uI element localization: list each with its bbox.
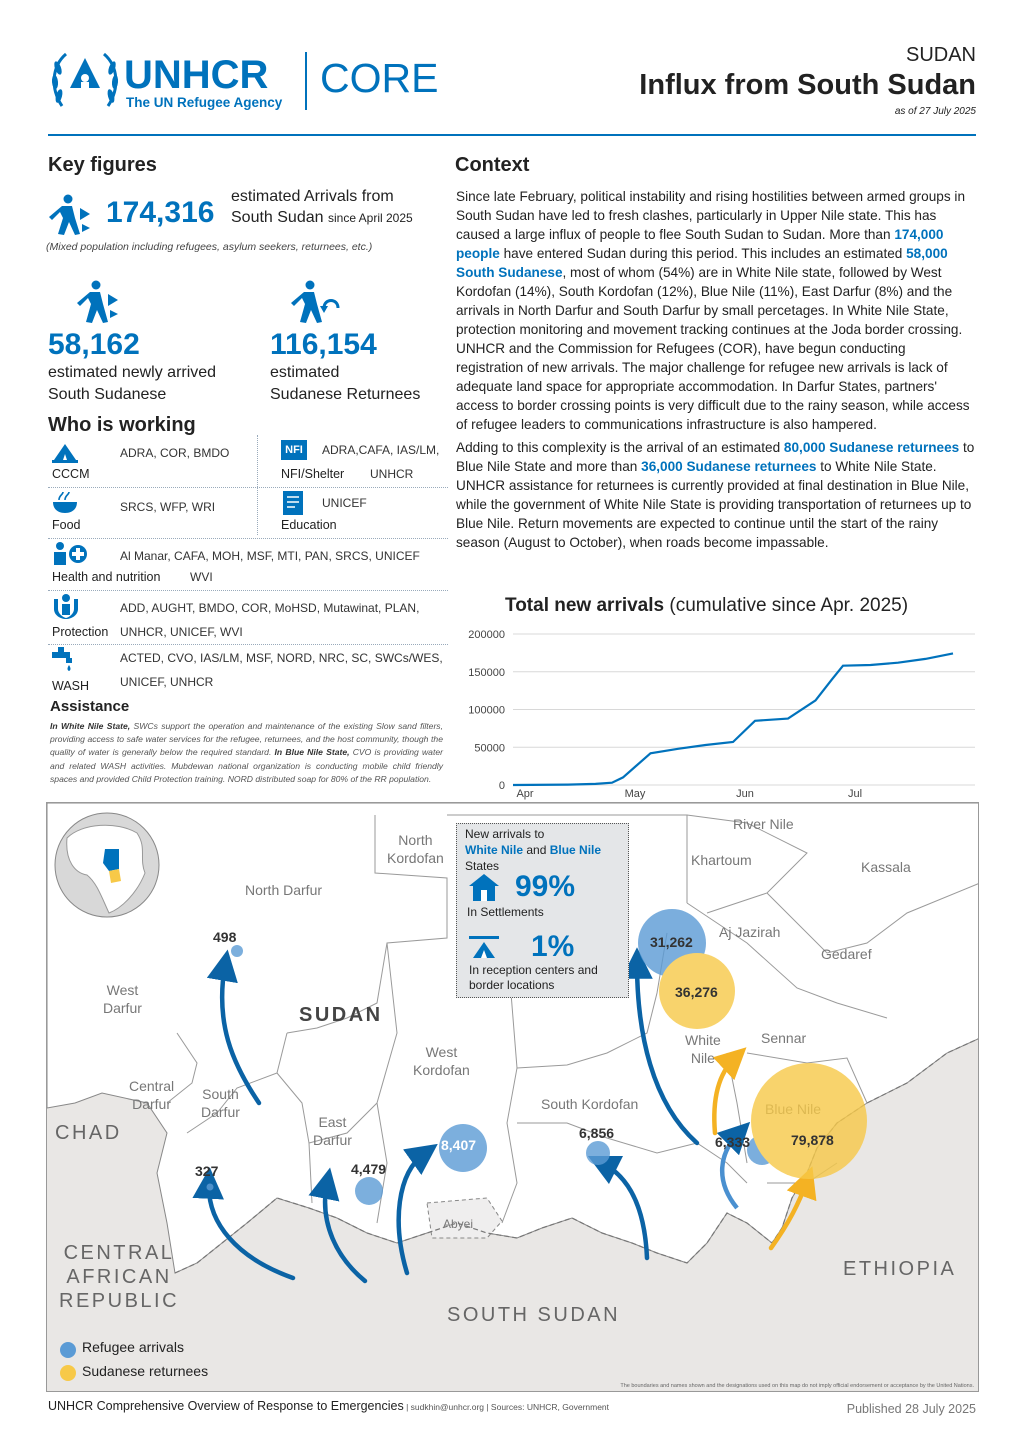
map-label-east-darfur-1: East [318,1114,347,1130]
map-label-sennar: Sennar [761,1030,807,1046]
map-label-car-1: CENTRAL [63,1242,175,1264]
divider [48,487,448,488]
total-arrivals-note: (Mixed population including refugees, asylum seekers, returnees, etc.) [46,241,373,253]
context-text-run: to White Nile State. UNHCR assistance for returnees is currently provided at final destination in Blue Nile, while the government of White Nile State is providing transportation of returnees up to Blue Nile. Return movements are expected to continue until the start of the rainy season (August to October), when roads become impassable. [456,459,972,550]
map-label-sudan: SUDAN [299,1004,383,1026]
inset-title-and: and [523,843,550,857]
context-highlight: 174,000 people [456,227,944,261]
value-white-nile-returnee: 36,276 [675,984,718,1000]
protection-icon [52,593,80,619]
map-label-aj-jazirah: Aj Jazirah [719,924,781,940]
map-label-north-kordofan-2: Kordofan [387,850,444,866]
returnees-value: 116,154 [270,328,377,361]
inset-settlement-label: In Settlements [467,905,544,919]
product-name: CORE [320,55,439,101]
sector-nfi-partners-1: ADRA,CAFA, IAS/LM, [322,443,440,457]
map-label-river-nile: River Nile [733,816,794,832]
total-arrivals-since: since April 2025 [327,211,413,225]
map-label-car-3: REPUBLIC [59,1290,180,1312]
context-highlight: 36,000 Sudanese returnees [641,459,817,474]
book-icon [281,490,305,516]
divider [48,644,448,645]
map-label-west-darfur-2: Darfur [103,1000,142,1016]
total-arrivals-label-1: estimated Arrivals from [231,188,394,205]
inset-reception-label-2: border locations [469,978,555,992]
person-returning-icon [290,280,342,324]
map-label-gedaref: Gedaref [821,946,872,962]
country-name: SUDAN [905,44,976,66]
inset-title-white-nile: White Nile [465,843,524,857]
total-arrivals-label [231,186,413,229]
legend-returnee-label: Sudanese returnees [82,1363,209,1379]
footer-sources: | sudkhin@unhcr.org | Sources: UNHCR, Government [403,1402,610,1412]
map-label-car-2: AFRICAN [66,1266,172,1288]
chart-x-tick-label: Apr [516,788,534,800]
divider [257,435,258,535]
map-disclaimer: The boundaries and names shown and the designations used on this map do not imply official endorsement or acceptance by the United Nations. [620,1383,974,1389]
chart-title-rest: (cumulative since Apr. 2025) [664,595,909,616]
org-name: UNHCR [124,53,269,97]
south-sudanese-label-2: South Sudanese [48,386,167,403]
person-arrival-icon [72,280,122,324]
context-paragraph-1 [456,187,976,434]
south-sudanese-label-1: estimated newly arrived [48,364,217,381]
assistance-location-1: In White Nile State, [50,721,131,731]
divider [48,590,448,591]
context-paragraph-2 [456,438,976,552]
reception-center-icon [467,932,501,960]
context-text-run: to Blue Nile State and more than [456,440,975,474]
total-arrivals-label-2: South Sudan [231,209,324,226]
sector-nfi-partners-2: UNHCR [370,467,414,481]
footer-title: UNHCR Comprehensive Overview of Response to Emergencies [48,1399,404,1413]
inset-reception-label-1: In reception centers and [469,963,598,977]
value-north-darfur: 498 [213,929,237,945]
returnees-label [270,362,420,406]
page-title: Influx from South Sudan [639,69,976,101]
footer-left [48,1399,609,1413]
inset-title-2: States [465,859,500,873]
nfi-icon: NFI [281,440,307,460]
header-right [639,44,976,117]
arrow-north-darfur [222,965,259,1103]
key-figures-heading: Key figures [48,154,157,176]
chart-title [505,595,908,617]
map-label-ethiopia: ETHIOPIA [843,1258,957,1280]
arrow-south-kordofan [602,1163,647,1258]
sector-food-name: Food [52,518,81,532]
inset-title [465,826,601,874]
sector-health-partners-2: WVI [190,570,213,584]
map-label-south-kordofan: South Kordofan [541,1096,639,1112]
map-label-central-darfur-2: Darfur [132,1096,172,1112]
context-text-run: Since late February, political instability and rising hostilities between armed groups in South Sudan have led to fresh clashes, particularly in Upper Nile state. This has caused a large influx of people to flee South Sudan to Sudan. More than [456,189,966,242]
sector-health-partners-1: Al Manar, CAFA, MOH, MSF, MTI, PAN, SRCS, UNICEF [120,549,420,563]
chart-y-tick-label: 100000 [468,704,505,717]
assistance-heading: Assistance [50,698,130,715]
assistance-location-2: In Blue Nile State, [274,747,350,758]
map-label-north-kordofan-1: North [398,832,433,848]
context-text-run: , most of whom (54%) are in White Nile state, followed by West Kordofan (14%), South Kordofan (12%), Blue Nile (11%), East Darfur (8%) and the arrivals in North Darfur and South Darfur by small percetages. In White Nile State, protection monitoring and movement tracking continues at the Joda border crossing. UNHCR and the Commission for Refugees (COR), have begun conducting registration of new arrivals. The major challenge for refugee new arrivals is lack of adequate land space for appropriate accommodation. In Darfur States, partners' access to border crossing points is very difficult due to the rainy season, while access of refugee leaders to communications infrastructure is also hampered. [456,265,970,432]
context-text-run: have entered Sudan during this period. This includes an estimated [499,246,907,261]
map-label-white-nile-1: White [685,1032,721,1048]
who-is-working-heading: Who is working [48,414,196,436]
sector-wash-partners-1: ACTED, CVO, IAS/LM, MSF, NORD, NRC, SC, SWCs/WES, [120,651,443,665]
bubble-north-darfur [231,945,243,957]
bubble-south-darfur [207,1184,214,1191]
inset-settlement-pct: 99% [515,870,576,903]
map-label-north-darfur: North Darfur [245,882,323,898]
inset-title-1: New arrivals to [465,827,545,841]
water-tap-icon [52,647,80,673]
settlement-house-icon [467,872,501,902]
person-arrival-icon [44,194,94,236]
value-east-darfur: 4,479 [351,1161,387,1177]
chart-x-tick-label: May [624,788,646,800]
value-blue-nile-refugee: 6,333 [715,1134,751,1150]
map-label-south-darfur-2: Darfur [201,1104,240,1120]
sector-education-name: Education [281,518,337,532]
legend-refugee-label: Refugee arrivals [82,1339,184,1355]
assistance-text-1: SWCs support the operation and maintenance of the existing Slow sand filters, providing access to safe water services for the refugee, returnees, and the host community, though the quality of water is generally below the required standard. [50,721,443,758]
legend-returnee-swatch [60,1365,76,1381]
south-sudanese-value: 58,162 [48,328,140,361]
chart-y-tick-label: 50000 [474,742,505,755]
refugee-flow-arrows [209,963,697,1281]
chart-series-line [513,653,953,785]
divider [48,538,448,539]
sector-wash-partners-2: UNICEF, UNHCR [120,675,214,689]
arrow-blue-nile-returnee [771,1181,807,1248]
context-highlight: 58,000 South Sudanese [456,246,948,280]
map-label-abyei: Abyei [443,1217,474,1231]
map-label-west-kordofan-1: West [425,1044,458,1060]
map-label-white-nile-2: Nile [690,1050,715,1066]
report-date: as of 27 July 2025 [894,106,976,117]
context-text-run: Adding to this complexity is the arrival of an estimated [456,440,784,455]
sector-cccm-partners: ADRA, COR, BMDO [120,446,230,460]
sector-protection-partners-1: ADD, AUGHT, BMDO, COR, MoHSD, Mutawinat, PLAN, [120,601,420,615]
sector-cccm-name: CCCM [52,467,90,481]
bubble-blue-nile-returnee [751,1063,867,1179]
value-west-kordofan: 8,407 [441,1137,477,1153]
inset-reception-pct: 1% [531,930,575,963]
chart-grid [513,634,975,785]
org-tagline: The UN Refugee Agency [126,95,283,110]
map-label-kassala: Kassala [861,859,911,875]
sector-nfi-name: NFI/Shelter [281,467,345,481]
chart-x-tick-label: Jul [847,788,863,800]
food-bowl-icon [52,492,78,514]
tent-icon [52,440,78,464]
map-label-khartoum: Khartoum [691,852,752,868]
sector-protection-partners-2: UNHCR, UNICEF, WVI [120,625,243,639]
returnees-label-1: estimated [270,364,340,381]
chart-y-ticks [468,629,505,792]
map-label-west-kordofan-2: Kordofan [413,1062,470,1078]
bubble-south-kordofan [586,1141,610,1165]
value-blue-nile-returnee: 79,878 [791,1132,834,1148]
value-south-kordofan: 6,856 [579,1125,615,1141]
arrow-west-kordofan [399,1153,425,1273]
bubble-east-darfur [355,1177,383,1205]
unhcr-logo [48,48,448,118]
sector-food-partners: SRCS, WFP, WRI [120,500,216,514]
footer-published-date: Published 28 July 2025 [846,1402,976,1416]
inset-box [456,823,629,998]
chart-y-tick-label: 200000 [468,629,505,641]
sector-wash-name: WASH [52,679,90,693]
chart-x-ticks [516,788,862,800]
map-label-west-darfur-1: West [106,982,139,998]
sector-education-partners: UNICEF [322,496,367,510]
assistance-text-2: CVO is providing water and related WASH activities. Mubdewan national organization is conducting mobile child friendly spaces and provided Child Protection training. NORD distributed soap for 80% of the RR population. [50,747,443,784]
context-heading: Context [455,154,530,176]
assistance-text [50,720,443,786]
inset-title-blue-nile: Blue Nile [549,843,602,857]
total-arrivals-value: 174,316 [106,196,215,229]
chart-x-tick-label: Jun [736,788,754,800]
chart-y-tick-label: 0 [498,780,505,792]
value-south-darfur: 327 [195,1163,219,1179]
map-label-south-darfur-1: South [202,1086,239,1102]
south-sudanese-label [48,362,216,406]
arrow-south-darfur [209,1183,293,1278]
sector-health-name: Health and nutrition [52,570,161,584]
header-divider [48,134,976,136]
arrivals-line-chart [455,620,980,800]
legend-refugee-swatch [60,1342,76,1358]
health-icon [52,541,88,567]
arrow-white-nile-returnee [714,1058,735,1133]
context-text [456,187,976,556]
context-highlight: 80,000 Sudanese returnees [783,440,960,455]
map-label-south-sudan: SOUTH SUDAN [447,1304,621,1326]
inset-reception-label [469,963,598,993]
returnees-label-2: Sudanese Returnees [270,386,421,403]
map-label-chad: CHAD [55,1122,122,1144]
legend-swatches [57,1339,79,1383]
chart-y-tick-label: 150000 [468,666,505,679]
map-label-east-darfur-2: Darfur [313,1132,352,1148]
chart-title-bold: Total new arrivals [505,595,665,616]
sector-protection-name: Protection [52,625,109,639]
value-white-nile-refugee: 31,262 [650,934,693,950]
map-label-central-darfur-1: Central [129,1078,175,1094]
